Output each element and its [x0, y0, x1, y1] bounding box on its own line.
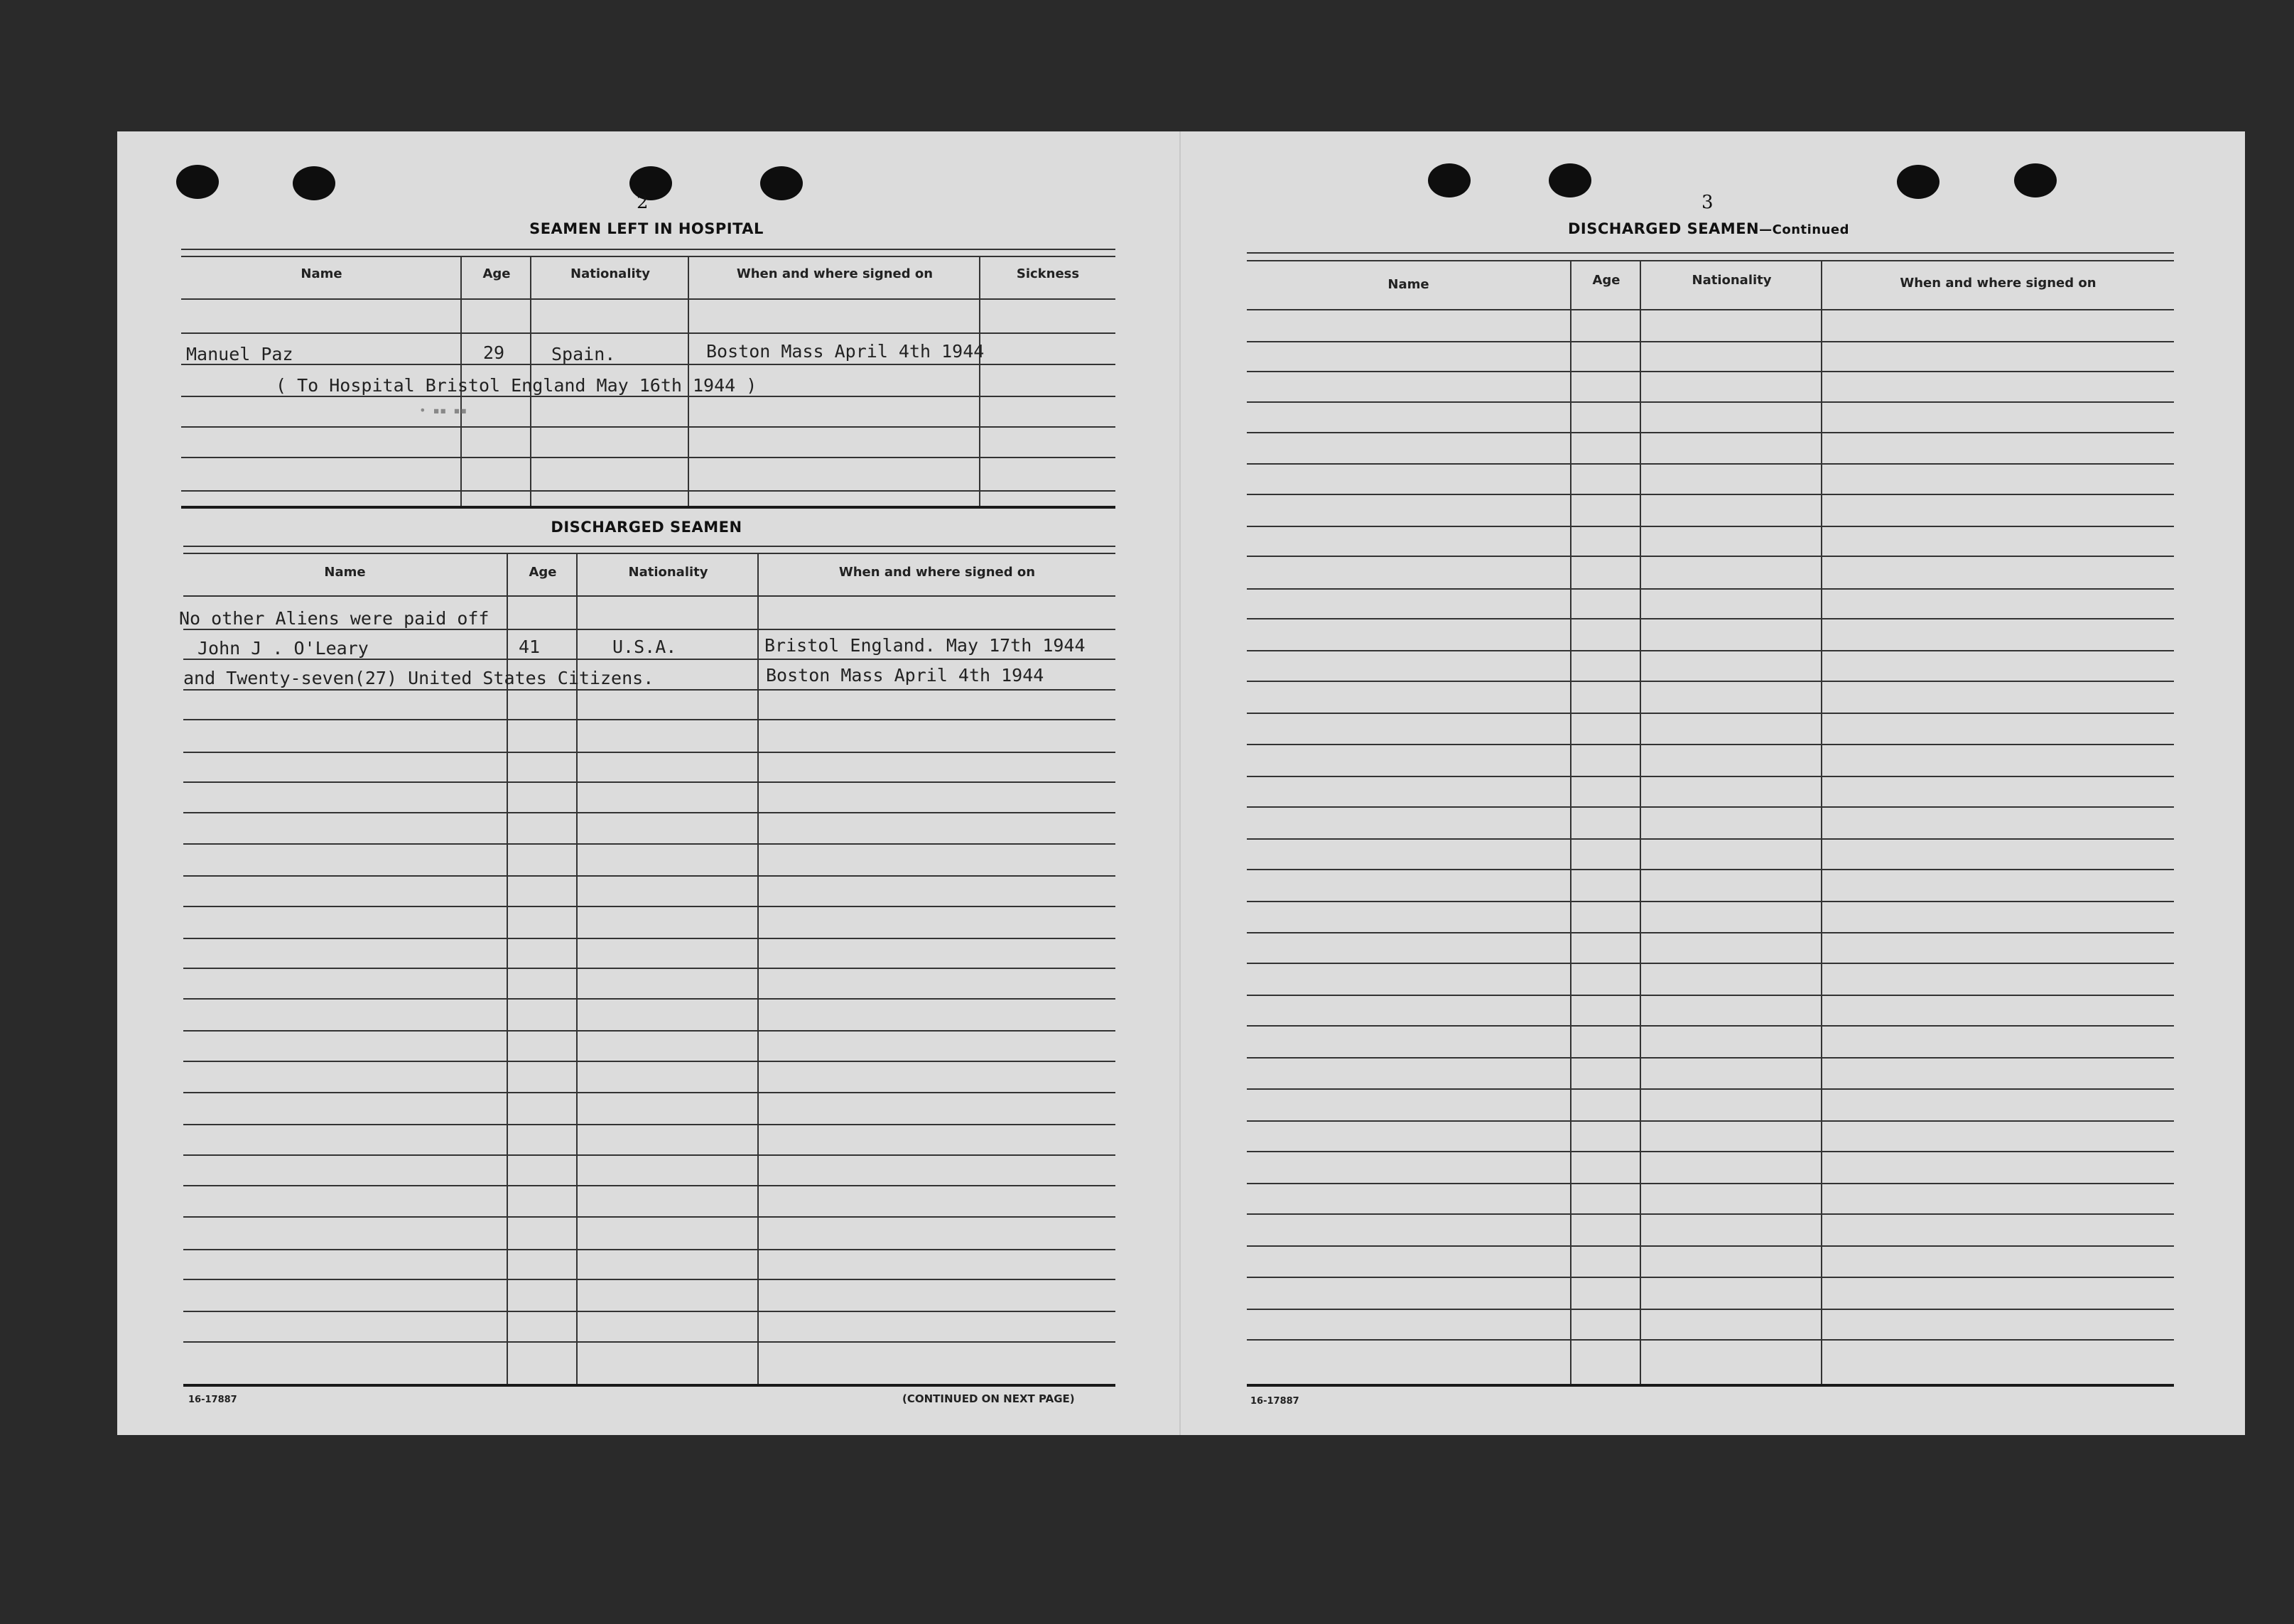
rule: [183, 1216, 1115, 1218]
rule: [183, 1279, 1115, 1280]
discharged-nationality: U.S.A.: [612, 637, 677, 657]
discharged-age: 41: [519, 637, 541, 657]
rule: [1247, 681, 2174, 682]
col-nationality: Nationality: [570, 266, 650, 281]
rule: [181, 457, 1115, 458]
col-name: Name: [1387, 277, 1429, 292]
rule: [183, 1124, 1115, 1125]
rule: [1247, 869, 2174, 870]
rule: [183, 752, 1115, 753]
rule: [1247, 1339, 2174, 1341]
rule: [1247, 618, 2174, 619]
rule: [183, 689, 1115, 691]
col-signed-on: When and where signed on: [1900, 276, 2096, 291]
rule: [181, 364, 1115, 365]
rule: [1247, 1277, 2174, 1278]
rule: [181, 256, 1115, 257]
rule: [183, 843, 1115, 845]
rule: [183, 546, 1115, 547]
rule: [1247, 1151, 2174, 1152]
faint-stamp: • ▪▪ ▪▪: [419, 404, 467, 417]
hospital-age: 29: [483, 342, 505, 363]
col-age: Age: [529, 565, 557, 580]
rule: [181, 249, 1115, 250]
rule: [1247, 838, 2174, 840]
rule: [183, 938, 1115, 939]
rule: [183, 781, 1115, 783]
rule: [1247, 1183, 2174, 1184]
punch-hole: [2014, 163, 2057, 197]
right-section-title: [1247, 220, 2170, 237]
rule: [1247, 1384, 2174, 1387]
col-age: Age: [1592, 273, 1621, 288]
rule: [181, 298, 1115, 300]
hospital-section-title: SEAMEN LEFT IN HOSPITAL: [529, 220, 764, 237]
rule: [183, 968, 1115, 969]
rule: [1247, 713, 2174, 714]
rule: [183, 1311, 1115, 1312]
punch-hole: [760, 166, 803, 200]
discharged-name: John J . O'Leary: [198, 638, 369, 659]
rule: [1247, 650, 2174, 651]
rule: [1247, 1213, 2174, 1215]
rule: [1247, 526, 2174, 527]
rule: [1247, 806, 2174, 808]
col-name: Name: [324, 565, 366, 580]
col-divider: [1570, 260, 1571, 1385]
rule: [183, 1185, 1115, 1186]
page-number-right: 3: [1701, 192, 1714, 213]
rule: [1247, 309, 2174, 310]
rule: [1247, 932, 2174, 933]
rule: [1247, 901, 2174, 902]
rule: [183, 1384, 1115, 1387]
hospital-name: Manuel Paz: [186, 344, 293, 364]
discharged-signed-on-2: Boston Mass April 4th 1944: [766, 665, 1044, 686]
rule: [1247, 463, 2174, 465]
center-fold: [1179, 131, 1181, 1435]
rule: [1247, 1309, 2174, 1310]
rule: [183, 1030, 1115, 1032]
rule: [183, 1092, 1115, 1093]
col-signed-on: When and where signed on: [838, 565, 1036, 580]
rule: [1247, 494, 2174, 495]
aliens-note: No other Aliens were paid off: [179, 608, 489, 629]
rule: [1247, 1025, 2174, 1027]
rule: [181, 506, 1115, 509]
hospital-signed-on: Boston Mass April 4th 1944: [706, 341, 985, 362]
col-divider: [1640, 260, 1641, 1385]
rule: [183, 875, 1115, 877]
rule: [1247, 588, 2174, 590]
punch-hole: [1549, 163, 1591, 197]
rule: [1247, 995, 2174, 996]
rule: [1247, 1088, 2174, 1090]
col-divider: [1821, 260, 1822, 1385]
rule: [183, 1341, 1115, 1343]
rule: [183, 595, 1115, 597]
rule: [183, 659, 1115, 660]
punch-hole: [176, 165, 219, 199]
rule: [1247, 371, 2174, 372]
page-number-left: 2: [637, 192, 649, 213]
col-divider: [757, 553, 759, 1385]
rule: [1247, 401, 2174, 403]
rule: [183, 553, 1115, 554]
hospital-note: ( To Hospital Bristol England May 16th 1944 ): [276, 375, 757, 396]
rule: [1247, 341, 2174, 342]
discharged-signed-on-1: Bristol England. May 17th 1944: [764, 635, 1086, 656]
rule: [183, 629, 1115, 630]
right-title-main: DISCHARGED SEAMEN: [1567, 220, 1760, 237]
form-number-right: 16-17887: [1250, 1396, 1299, 1407]
discharged-section-title: DISCHARGED SEAMEN: [551, 519, 742, 536]
document-sheet: [117, 131, 2245, 1435]
col-sickness: Sickness: [1016, 266, 1080, 281]
punch-hole: [293, 166, 335, 200]
punch-hole: [1428, 163, 1471, 197]
rule: [1247, 252, 2174, 254]
punch-hole: [1897, 165, 1939, 199]
rule: [181, 490, 1115, 492]
rule: [183, 1154, 1115, 1156]
rule: [181, 426, 1115, 428]
rule: [183, 1249, 1115, 1250]
col-signed-on: When and where signed on: [736, 266, 934, 281]
citizens-note: and Twenty-seven(27) United States Citizens.: [183, 668, 654, 688]
rule: [183, 1061, 1115, 1062]
rule: [1247, 1057, 2174, 1059]
right-title-suffix: —Continued: [1759, 222, 1850, 237]
rule: [1247, 963, 2174, 964]
hospital-nationality: Spain.: [551, 344, 616, 364]
col-nationality: Nationality: [628, 565, 708, 580]
rule: [1247, 432, 2174, 433]
rule: [1247, 1245, 2174, 1247]
continued-note: (CONTINUED ON NEXT PAGE): [902, 1392, 1075, 1405]
rule: [183, 719, 1115, 720]
col-name: Name: [301, 266, 342, 281]
rule: [181, 396, 1115, 397]
rule: [1247, 776, 2174, 777]
rule: [1247, 556, 2174, 557]
rule: [1247, 260, 2174, 261]
punch-hole: [629, 166, 672, 200]
col-divider: [979, 256, 980, 506]
rule: [181, 332, 1115, 334]
col-age: Age: [482, 266, 511, 281]
rule: [183, 812, 1115, 813]
rule: [183, 906, 1115, 907]
rule: [1247, 1120, 2174, 1122]
rule: [1247, 744, 2174, 745]
rule: [183, 998, 1115, 1000]
col-nationality: Nationality: [1692, 273, 1772, 288]
form-number-left: 16-17887: [188, 1395, 237, 1405]
